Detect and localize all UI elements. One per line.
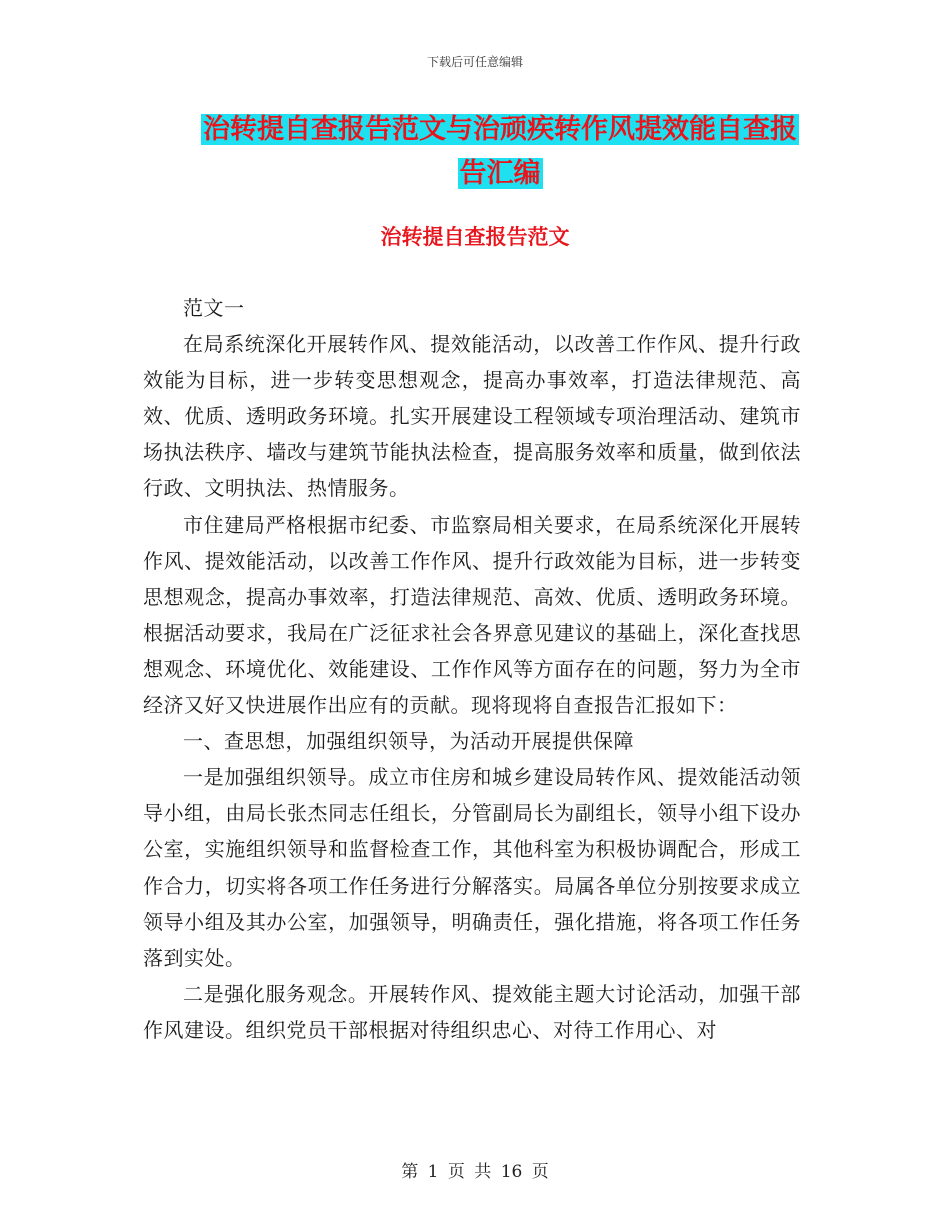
body-paragraph: 二是强化服务观念。开展转作风、提效能主题大讨论活动，加强干部作风建设。组织党员干部根据对待组织忠心、对待工作用心、对 xyxy=(143,981,801,1042)
body-paragraph: 一、查思想，加强组织领导，为活动开展提供保障 xyxy=(183,729,634,754)
section-title: 治转提自查报告范文 xyxy=(380,224,570,249)
body-paragraph: 一是加强组织领导。成立市住房和城乡建设局转作风、提效能活动领导小组，由局长张杰同志任组长，分管副局长为副组长，领导小组下设办公室，实施组织领导和监督检查工作，其他科室为积极协调配合，形成工作合力，切实将各项工作任务进行分解落实。局属各单位分别按要求成立领导小组及其办公室，加强领导，明确责任，强化措施，将各项工作任务落到实处。 xyxy=(143,765,801,970)
body-paragraph: 在局系统深化开展转作风、提效能活动，以改善工作作风、提升行政效能为目标，进一步转变思想观念，提高办事效率，打造法律规范、高效、优质、透明政务环境。扎实开展建设工程领域专项治理活动、建筑市场执法秩序、墙改与建筑节能执法检查，提高服务效率和质量，做到依法行政、文明执法、热情服务。 xyxy=(143,332,801,501)
document-title xyxy=(190,108,810,196)
body-paragraph: 范文一 xyxy=(183,296,245,320)
page-number: 第 1 页 共 16 页 xyxy=(401,1162,549,1182)
body-paragraph: 市住建局严格根据市纪委、市监察局相关要求，在局系统深化开展转作风、提效能活动，以改善工作作风、提升行政效能为目标，进一步转变思想观念，提高办事效率，打造法律规范、高效、优质、透明政务环境。根据活动要求，我局在广泛征求社会各界意见建议的基础上，深化查找思想观念、环境优化、效能建设、工作作风等方面存在的问题，努力为全市经济又好又快进展作出应有的贡献。现将现将自查报告汇报如下： xyxy=(143,512,801,718)
document-title-text: 治转提自查报告范文与治顽疾转作风提效能自查报告汇编 xyxy=(203,114,797,189)
page-header-note: 下载后可任意编辑 xyxy=(426,55,523,69)
document-body xyxy=(143,290,801,1048)
